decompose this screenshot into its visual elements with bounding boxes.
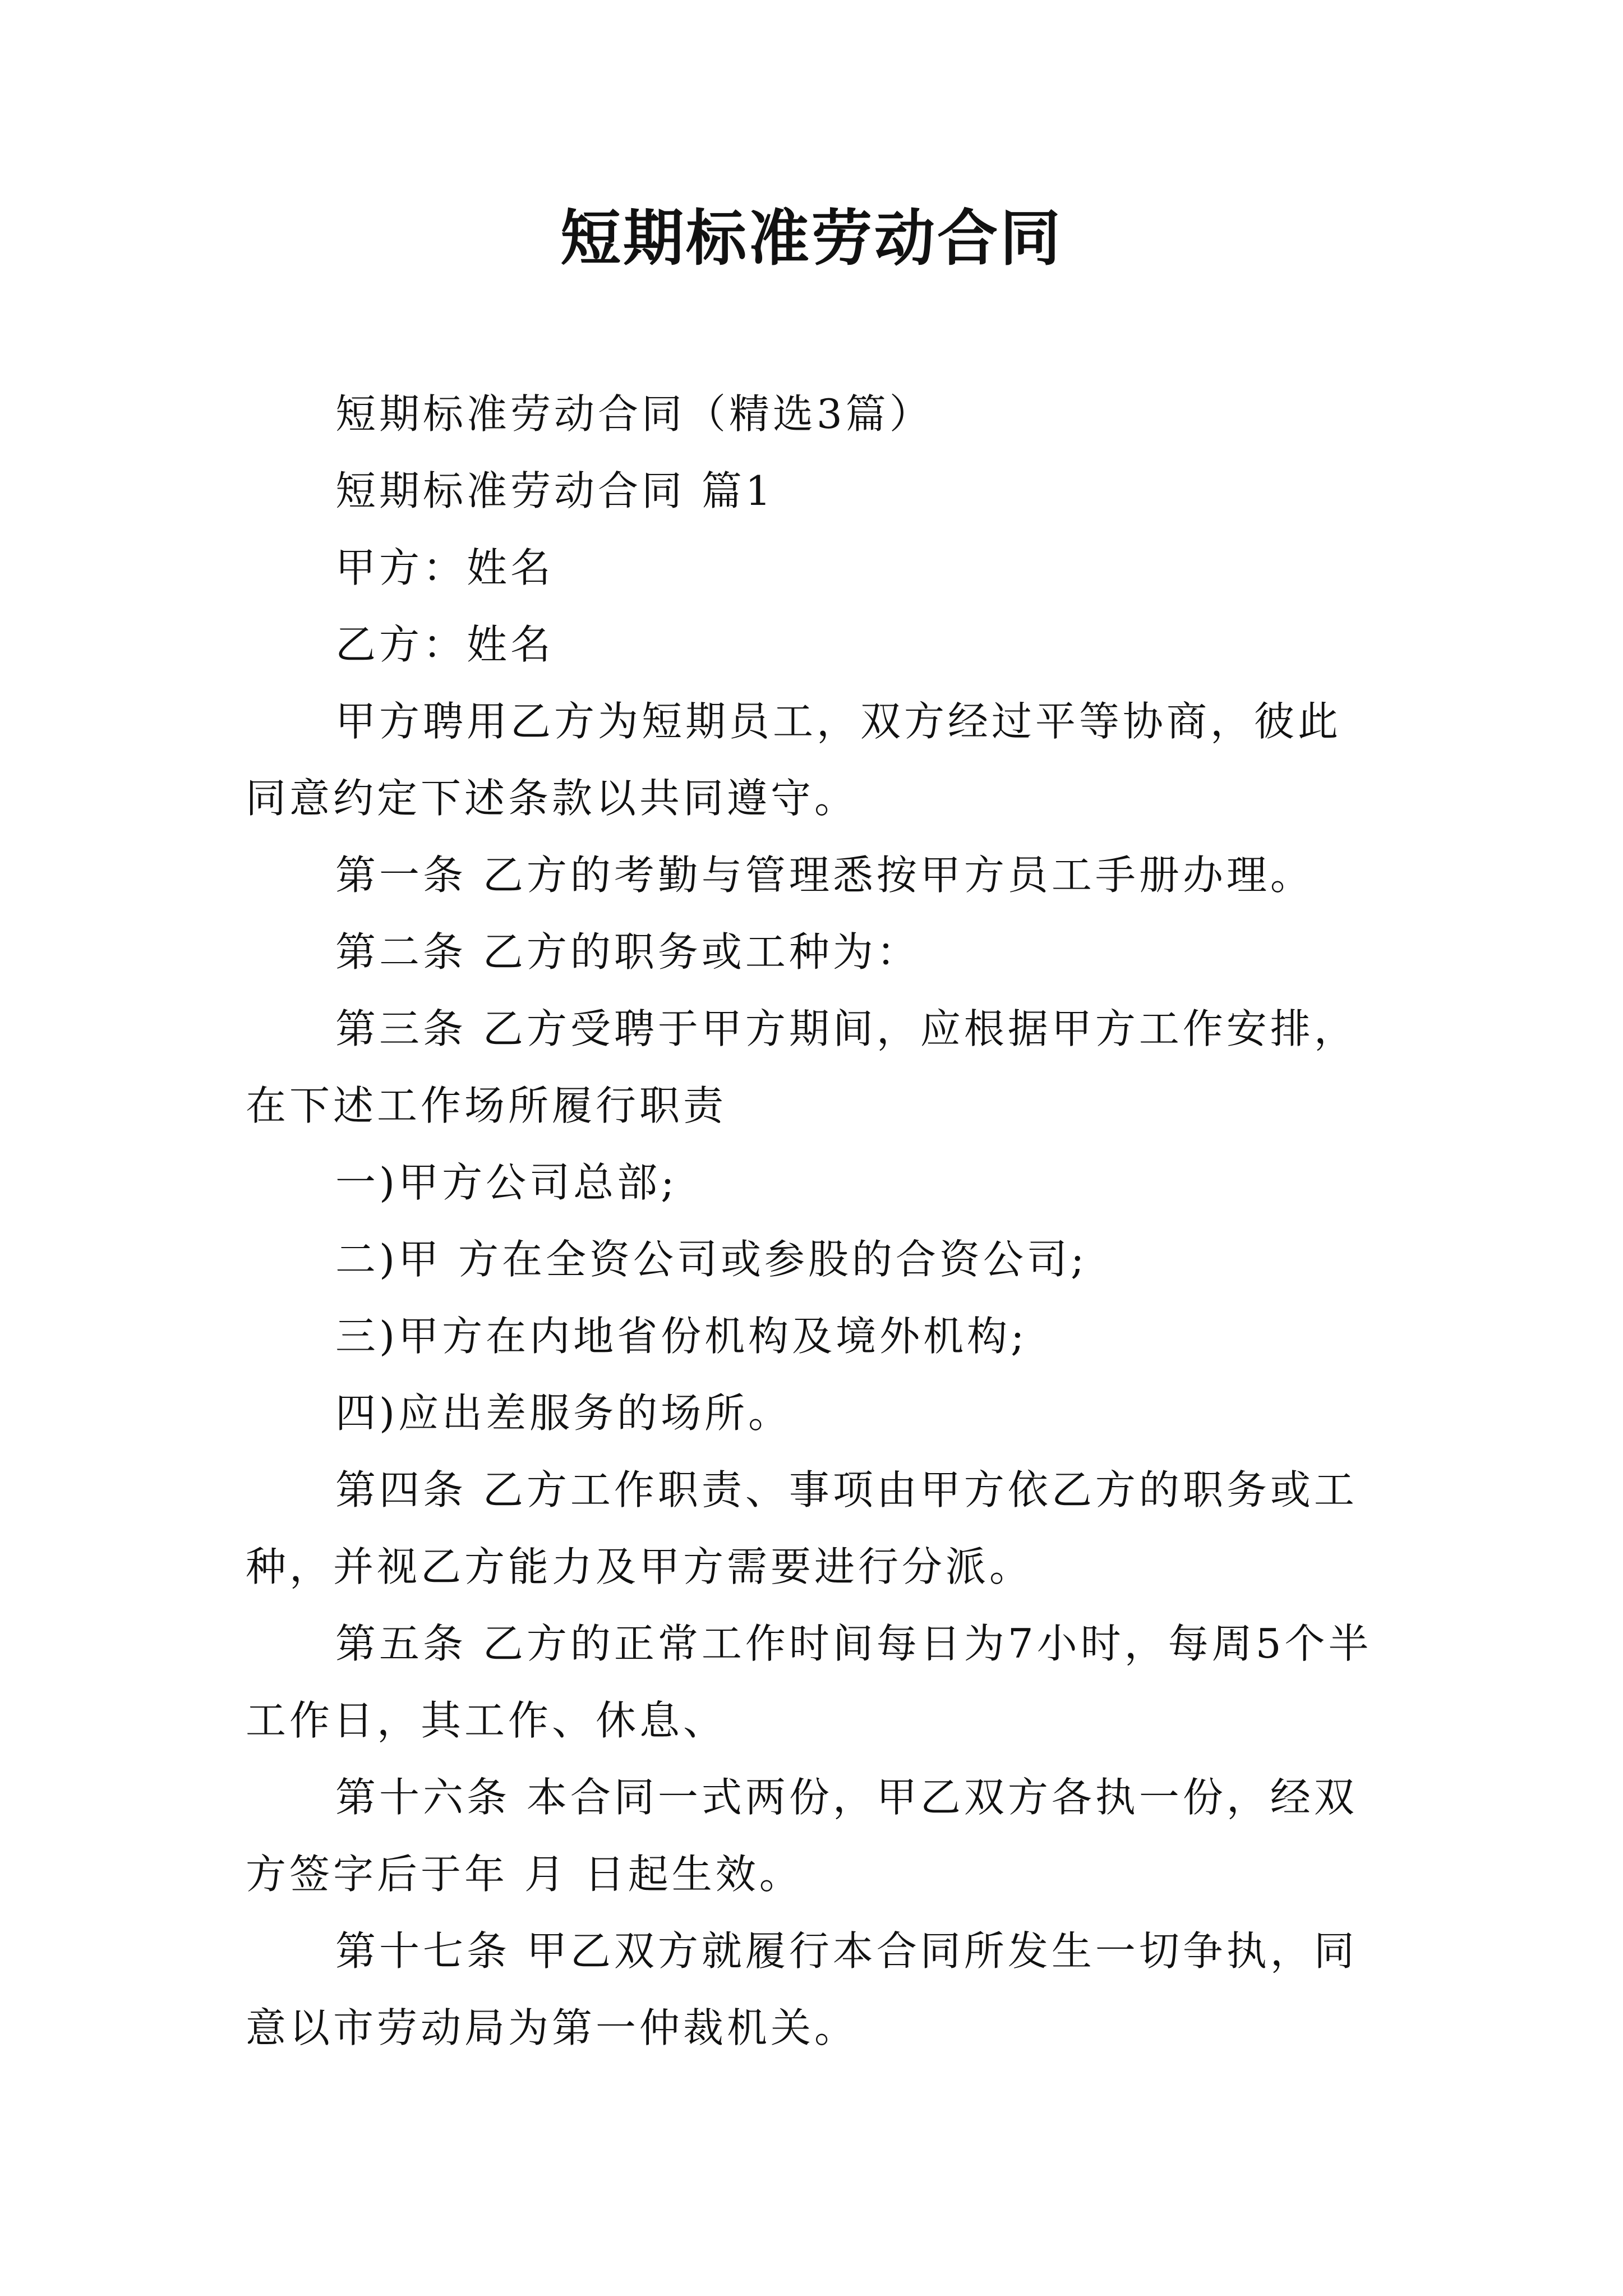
paragraph-article-4: 第四条 乙方工作职责、事项由甲方依乙方的职务或工种，并视乙方能力及甲方需要进行分派。 — [246, 1466, 1358, 1590]
paragraph-intro-title: 短期标准劳动合同（精选3篇） — [335, 390, 933, 438]
paragraph-article-5: 第五条 乙方的正常工作时间每日为7小时，每周5个半工作日，其工作、休息、 — [246, 1620, 1372, 1744]
paragraph-article-1: 第一条 乙方的考勤与管理悉按甲方员工手册办理。 — [335, 852, 1314, 899]
document-title: 短期标准劳动合同 — [560, 203, 1063, 274]
paragraph-article-2: 第二条 乙方的职务或工种为： — [335, 928, 920, 976]
paragraph-party-a: 甲方：姓名 — [335, 544, 555, 591]
paragraph-article-16: 第十六条 本合同一式两份，甲乙双方各执一份，经双方签字后于年 月 日起生效。 — [246, 1774, 1358, 1898]
paragraph-list-item-4: 四)应出差服务的场所。 — [335, 1389, 792, 1437]
paragraph-section-heading: 短期标准劳动合同 篇1 — [335, 467, 774, 514]
paragraph-list-item-3: 三)甲方在内地省份机构及境外机构; — [335, 1313, 1028, 1360]
paragraph-article-3: 第三条 乙方受聘于甲方期间，应根据甲方工作安排，在下述工作场所履行职责 — [246, 1005, 1358, 1129]
paragraph-article-17: 第十七条 甲乙双方就履行本合同所发生一切争执，同意以市劳动局为第一仲裁机关。 — [246, 1927, 1358, 2051]
paragraph-party-b: 乙方：姓名 — [335, 621, 555, 668]
paragraph-preamble: 甲方聘用乙方为短期员工，双方经过平等协商，彼此同意约定下述条款以共同遵守。 — [246, 698, 1342, 822]
document-body — [246, 376, 1384, 2067]
paragraph-list-item-1: 一)甲方公司总部; — [335, 1159, 678, 1206]
paragraph-list-item-2: 二)甲 方在全资公司或参股的合资公司; — [335, 1236, 1088, 1283]
